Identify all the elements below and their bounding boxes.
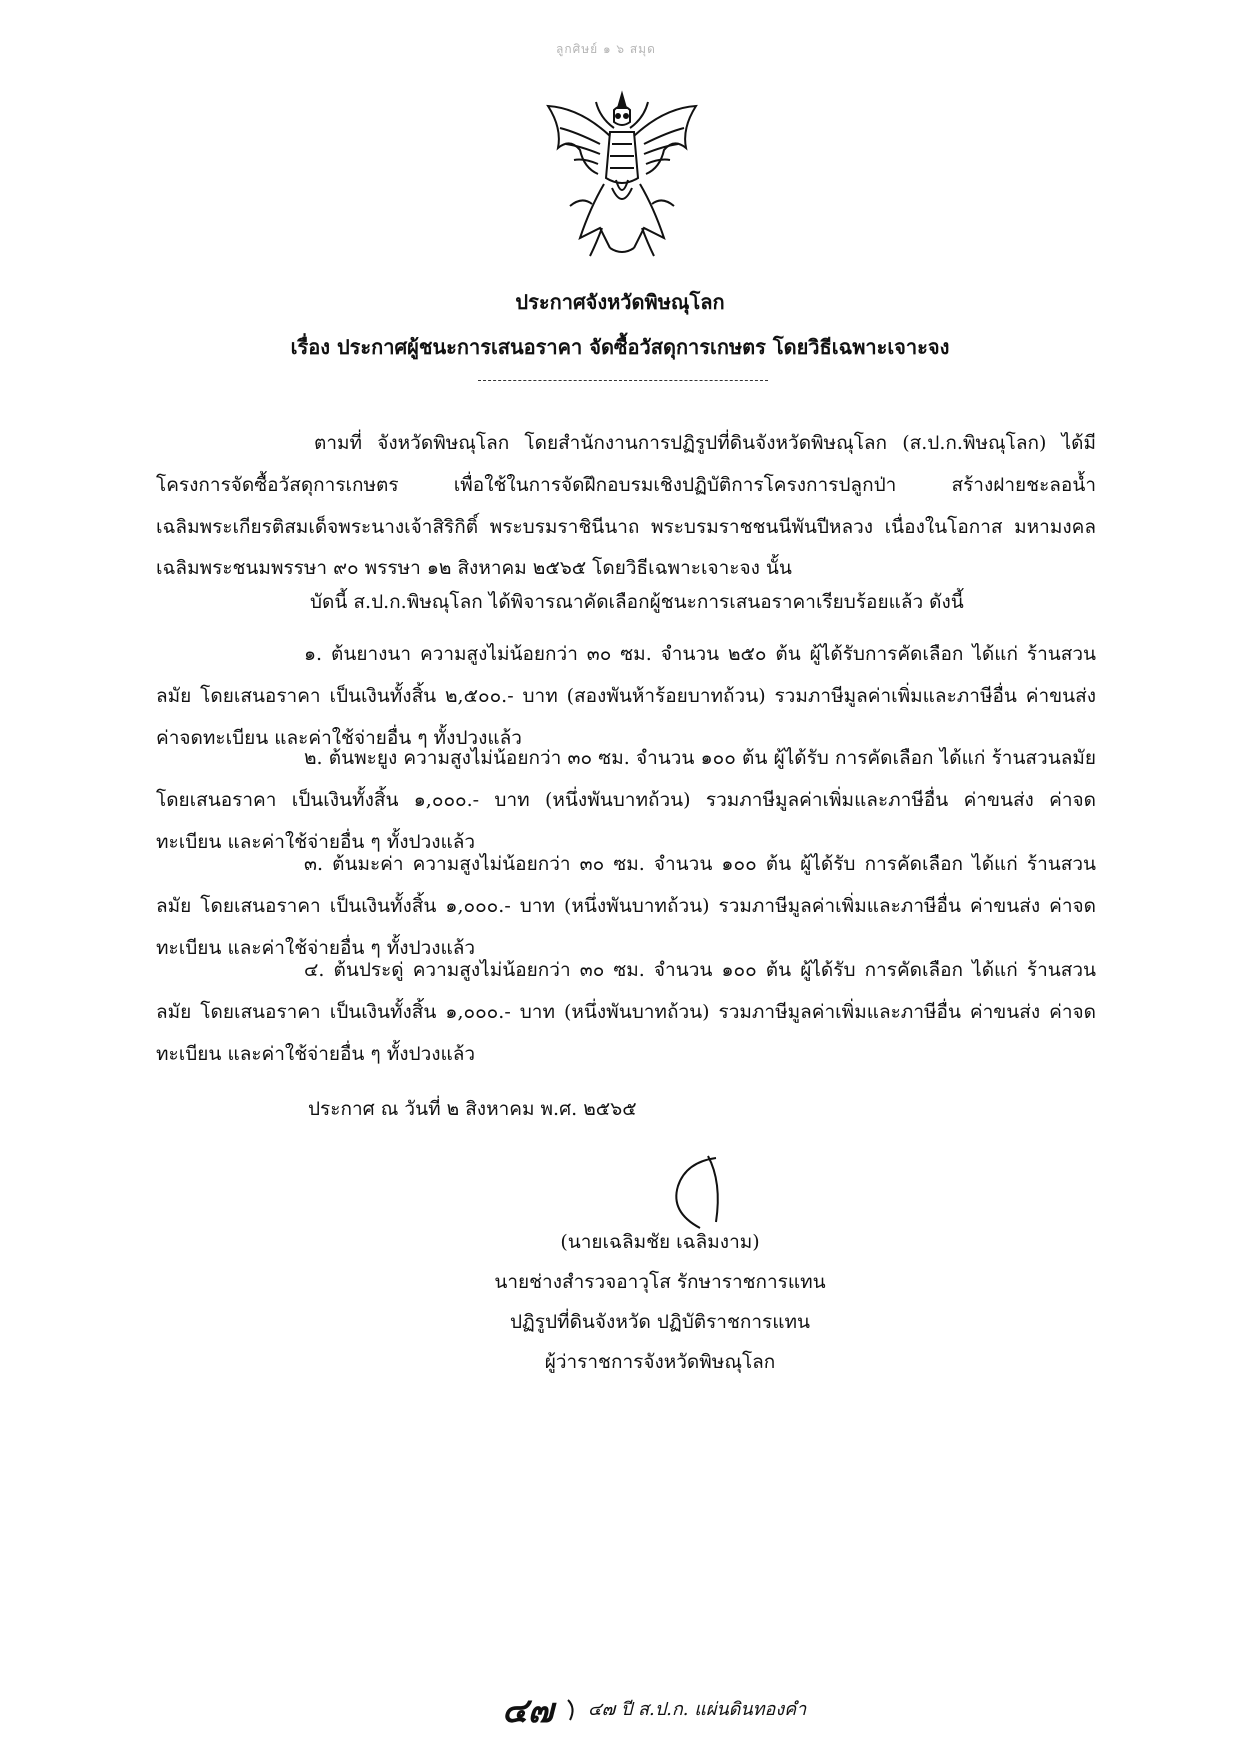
winner-item-3: ๓. ต้นมะค่า ความสูงไม่น้อยกว่า ๓๐ ซม. จำนวน ๑๐๐ ต้น ผู้ได้รับ การคัดเลือก ได้แก่ ร้านสวนลมัย โดยเสนอราคา เป็นเงินทั้งสิ้น ๑,๐๐๐.- บาท (หนึ่งพันบาทถ้วน) รวมภาษีมูลค่าเพิ่มและภาษีอื่น ค่าขนส่ง ค่าจดทะเบียน และค่าใช้จ่ายอื่น ๆ ทั้งปวงแล้ว bbox=[156, 853, 1096, 959]
winner-item-2: ๒. ต้นพะยูง ความสูงไม่น้อยกว่า ๓๐ ซม. จำนวน ๑๐๐ ต้น ผู้ได้รับ การคัดเลือก ได้แก่ ร้านสวนลมัย โดยเสนอราคา เป็นเงินทั้งสิ้น ๑,๐๐๐.- บาท (หนึ่งพันบาทถ้วน) รวมภาษีมูลค่าเพิ่มและภาษีอื่น ค่าขนส่ง ค่าจดทะเบียน และค่าใช้จ่ายอื่น ๆ ทั้งปวงแล้ว bbox=[156, 747, 1096, 853]
announcement-subject: เรื่อง ประกาศผู้ชนะการเสนอราคา จัดซื้อวัสดุการเกษตร โดยวิธีเฉพาะเจาะจง bbox=[290, 335, 950, 359]
signatory-block bbox=[470, 1222, 850, 1382]
decision-paragraph: บัดนี้ ส.ป.ก.พิษณุโลก ได้พิจารณาคัดเลือกผู้ชนะการเสนอราคาเรียบร้อยแล้ว ดังนี้ bbox=[310, 591, 964, 613]
winner-item-1: ๑. ต้นยางนา ความสูงไม่น้อยกว่า ๓๐ ซม. จำนวน ๒๕๐ ต้น ผู้ได้รับการคัดเลือก ได้แก่ ร้านสวนลมัย โดยเสนอราคา เป็นเงินทั้งสิ้น ๒,๕๐๐.- บาท (สองพันห้าร้อยบาทถ้วน) รวมภาษีมูลค่าเพิ่มและภาษีอื่น ค่าขนส่ง ค่าจดทะเบียน และค่าใช้จ่ายอื่น ๆ ทั้งปวงแล้ว bbox=[156, 643, 1096, 749]
signatory-position-1: นายช่างสำรวจอาวุโส รักษาราชการแทน bbox=[494, 1271, 826, 1293]
winner-item-4: ๔. ต้นประดู่ ความสูงไม่น้อยกว่า ๓๐ ซม. จำนวน ๑๐๐ ต้น ผู้ได้รับ การคัดเลือก ได้แก่ ร้านสวนลมัย โดยเสนอราคา เป็นเงินทั้งสิ้น ๑,๐๐๐.- บาท (หนึ่งพันบาทถ้วน) รวมภาษีมูลค่าเพิ่มและภาษีอื่น ค่าขนส่ง ค่าจดทะเบียน และค่าใช้จ่ายอื่น ๆ ทั้งปวงแล้ว bbox=[156, 959, 1096, 1065]
announcement-date: ประกาศ ณ วันที่ ๒ สิงหาคม พ.ศ. ๒๕๖๕ bbox=[308, 1098, 637, 1120]
footer-logo-text: ๔๗ bbox=[502, 1691, 554, 1730]
received-stamp: ลูกศิษย์ ๑ ๖ สมุด bbox=[556, 42, 656, 56]
signatory-position-3: ผู้ว่าราชการจังหวัดพิษณุโลก bbox=[544, 1351, 776, 1373]
garuda-emblem-icon bbox=[540, 88, 704, 260]
title-separator bbox=[478, 380, 768, 381]
intro-paragraph: ตามที่ จังหวัดพิษณุโลก โดยสำนักงานการปฏิรูปที่ดินจังหวัดพิษณุโลก (ส.ป.ก.พิษณุโลก) ได้มีโครงการจัดซื้อวัสดุการเกษตร เพื่อใช้ในการจัดฝึกอบรมเชิงปฏิบัติการโครงการปลูกป่า สร้างฝายชะลอน้ำ เฉลิมพระเกียรติสมเด็จพระนางเจ้าสิริกิติ์ พระบรมราชินีนาถ พระบรมราชชนนีพันปีหลวง เนื่องในโอกาส มหามงคลเฉลิมพระชนมพรรษา ๙๐ พรรษา ๑๒ สิงหาคม ๒๕๖๕ โดยวิธีเฉพาะเจาะจง นั้น bbox=[156, 432, 1096, 580]
footer-tagline: ๔๗ ปี ส.ป.ก. แผ่นดินทองคำ bbox=[588, 1699, 807, 1720]
47-years-logo-icon bbox=[498, 1690, 588, 1730]
signatory-name: (นายเฉลิมชัย เฉลิมงาม) bbox=[560, 1231, 760, 1253]
announcement-title: ประกาศจังหวัดพิษณุโลก bbox=[515, 290, 725, 314]
signatory-position-2: ปฏิรูปที่ดินจังหวัด ปฏิบัติราชการแทน bbox=[509, 1311, 811, 1333]
